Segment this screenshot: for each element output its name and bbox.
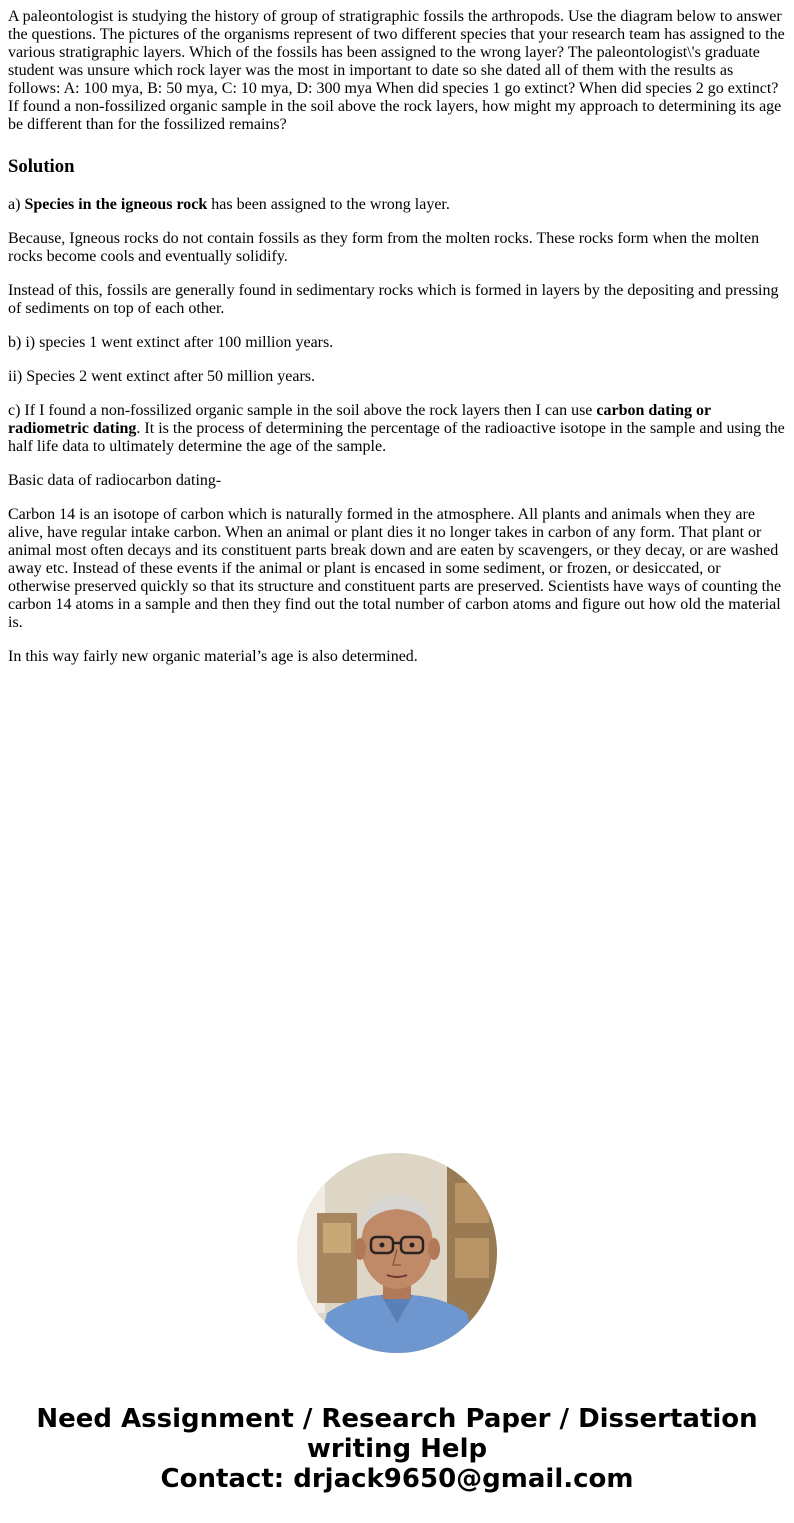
basic-data-heading: Basic data of radiocarbon dating-: [8, 472, 222, 489]
question-text: A paleontologist is studying the history of group of stratigraphic fossils the arthropods. Use the diagram below to answer the questions. The pictures of the organisms represent of two different species that your research team has assigned to the various stratigraphic layers. Which of the fossils has been assigned to the wrong layer? The paleontologist\'s graduate student was unsure which rock layer was the most in important to date so she dated all of them with the results as follows: A: 100 mya, B: 50 mya, C: 10 mya, D: 300 mya When did species 1 go extinct? When did species 2 go extinct? If found a non-fossilized organic sample in the soil above the rock layers, how might my approach to determining its age be different than for the fossilized remains?: [8, 8, 785, 133]
answer-a-suffix: has been assigned to the wrong layer.: [207, 196, 450, 213]
because-paragraph: Because, Igneous rocks do not contain fossils as they form from the molten rocks. These rocks form when the molten rocks become cools and eventually solidify.: [8, 230, 760, 265]
answer-a: [8, 196, 786, 214]
answer-c-prefix: c) If I found a non-fossilized organic sample in the soil above the rock layers then I can use: [8, 402, 597, 419]
promo-banner: [0, 1404, 794, 1494]
closing-paragraph: In this way fairly new organic material’s age is also determined.: [8, 648, 418, 665]
answer-a-bold: Species in the igneous rock: [24, 196, 208, 213]
answer-b-ii: ii) Species 2 went extinct after 50 million years.: [8, 368, 316, 385]
promo-contact: Contact: drjack9650@gmail.com: [160, 1464, 634, 1494]
promo-line-2: writing Help: [306, 1434, 488, 1464]
answer-c-bold: carbon dating or radiometric dating: [8, 402, 711, 437]
answer-a-prefix: a): [8, 196, 25, 213]
tutor-avatar: [297, 1153, 497, 1353]
promo-line-1: Need Assignment / Research Paper / Dissertation: [36, 1404, 758, 1434]
answer-b-i: b) i) species 1 went extinct after 100 million years.: [8, 334, 334, 351]
document-body: [8, 8, 786, 682]
solution-heading: Solution: [8, 156, 75, 177]
answer-c-suffix: . It is the process of determining the percentage of the radioactive isotope in the sample and using the half life data to ultimately determine the age of the sample.: [8, 420, 785, 455]
instead-paragraph: Instead of this, fossils are generally found in sedimentary rocks which is formed in layers by the depositing and pressing of sediments on top of each other.: [8, 282, 779, 317]
carbon14-paragraph: Carbon 14 is an isotope of carbon which is naturally formed in the atmosphere. All plants and animals when they are alive, have regular intake carbon. When an animal or plant dies it no longer takes in carbon of any form. That plant or animal most often decays and its constituent parts break down and are eaten by scavengers, or they decay, or are washed away etc. Instead of these events if the animal or plant is encased in some sediment, or frozen, or desiccated, or otherwise preserved quickly so that its structure and constituent parts are preserved. Scientists have ways of counting the carbon 14 atoms in a sample and then they find out the total number of carbon atoms and figure out how old the material is.: [8, 506, 782, 631]
tutor-portrait-illustration: [297, 1153, 497, 1353]
answer-c: [8, 402, 786, 456]
